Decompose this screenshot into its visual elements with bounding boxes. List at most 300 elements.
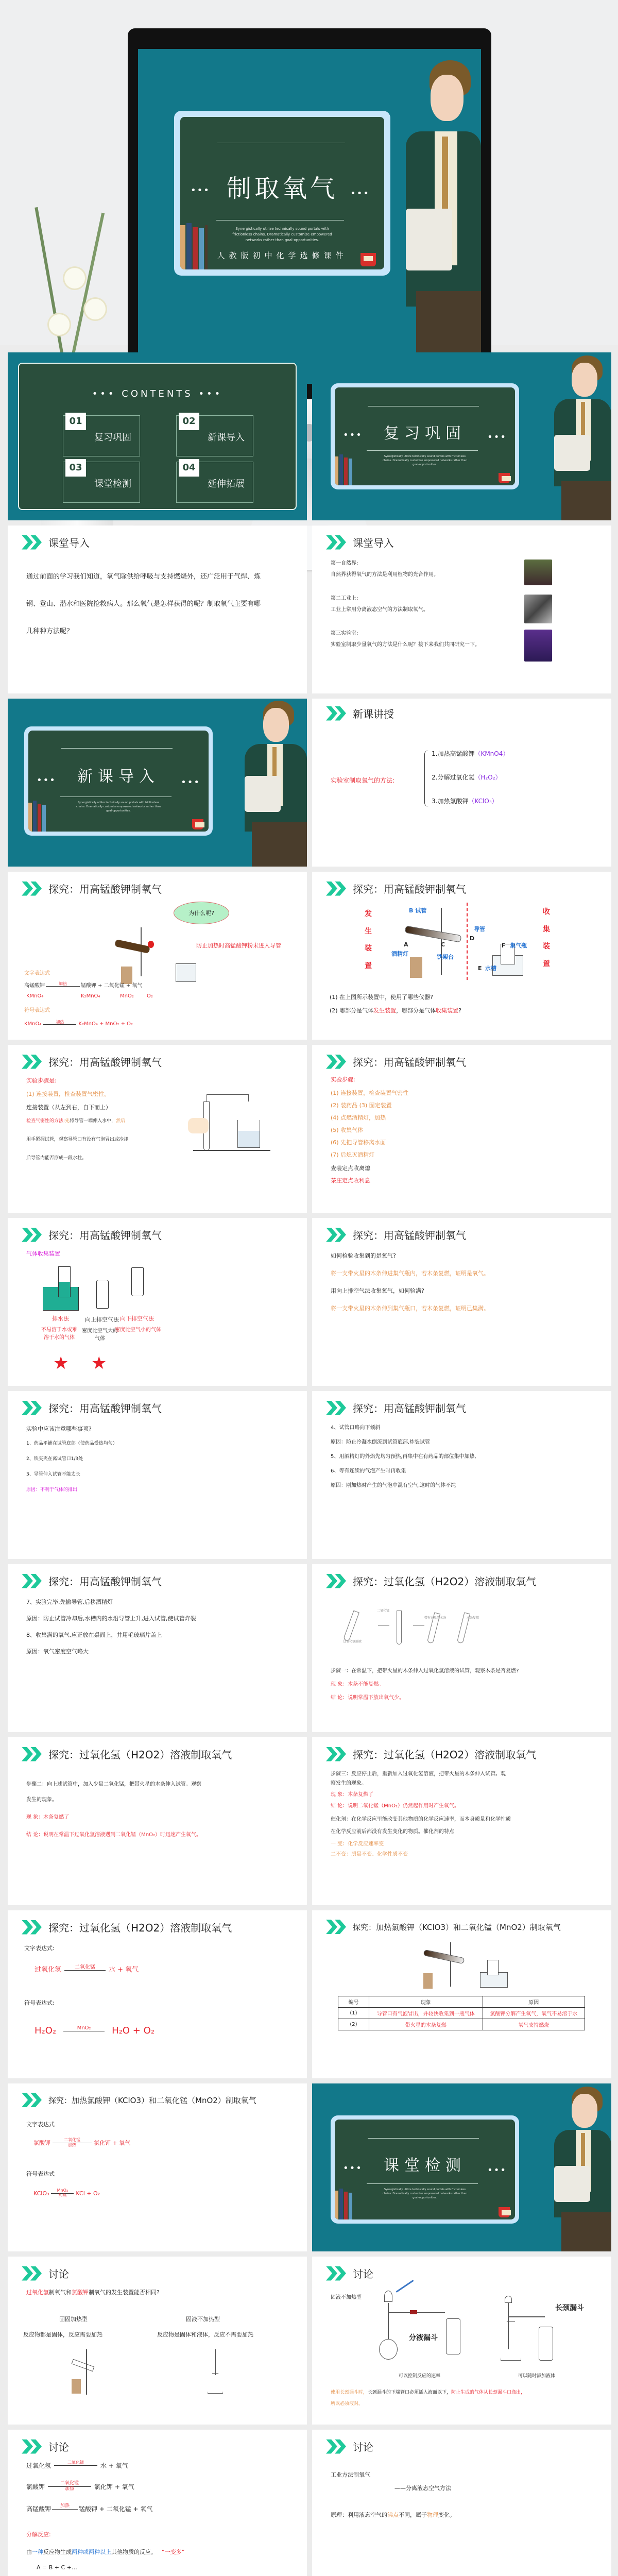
solid-liquid-apparatus	[205, 2349, 226, 2396]
catalyst-def: 催化剂：在化学反应里能改变其他物质的化学反应速率，而本身质量和化学性质	[331, 1817, 511, 1822]
formula: MnO₂	[120, 993, 134, 999]
conclusion-text: 结 论：说明在常温下过氧化氢溶液遇到二氧化锰（MnO₂）时迅速产生氧气。	[26, 1832, 202, 1838]
method-text: 1.加热高锰酸钾	[432, 750, 475, 757]
products: H₂O + O₂	[112, 2025, 154, 2036]
dots-left: •••	[343, 2163, 363, 2174]
def-part: 一种	[32, 2549, 43, 2555]
slide-header	[22, 1054, 162, 1069]
formula: K₂MnO₄	[81, 993, 100, 999]
source-text: 实验室制取少量氧气的方法是什么呢？接下来我们共同研究一下。	[331, 642, 480, 648]
step-item: (2) 装药品 (3) 固定装置	[331, 1102, 392, 1109]
chevron-right-icon	[22, 1228, 42, 1242]
condition-top: MnO₂	[57, 2188, 68, 2193]
note-item: 2、铁夹夹在离试管口1/3处	[26, 1456, 83, 1462]
books-icon	[180, 223, 209, 269]
formula: KMnO₄	[26, 993, 44, 999]
catalyst-def: 在化学反应前后都没有发生变化的物质。催化剂的特点	[331, 1829, 454, 1835]
slide-contents[interactable]	[8, 352, 307, 520]
slide-header	[326, 1227, 466, 1242]
slide-oxygen-test[interactable]	[312, 1218, 611, 1386]
condition-arrow	[53, 2138, 92, 2148]
method-2	[432, 773, 502, 782]
slide-title: 探究：过氧化氢（H2O2）溶液制取氧气	[48, 1749, 232, 1761]
slide-kmno4-3[interactable]	[8, 1045, 307, 1213]
type-desc: 反应物是固体和液体，反应不需要加热	[157, 2331, 253, 2338]
slide-header	[22, 1920, 232, 1935]
generator-label: 发生装置	[365, 910, 372, 970]
slide-h2o2-2[interactable]	[8, 1737, 307, 1905]
long-neck-funnel-apparatus	[501, 2296, 562, 2363]
source-label: 第二工业上:	[331, 596, 358, 601]
factory-image	[524, 595, 552, 623]
chevron-right-icon	[326, 535, 347, 550]
def-part: 由	[26, 2549, 32, 2555]
slide-lecture[interactable]	[312, 699, 611, 867]
books-icon	[335, 2189, 353, 2219]
products: 氯化钾 + 氧气	[94, 2483, 134, 2490]
slide-h2o2-3[interactable]	[312, 1737, 611, 1905]
contents-board	[18, 363, 297, 510]
slide-header	[22, 535, 90, 550]
source-label: 第三实验室:	[331, 631, 358, 636]
condition-bottom: 加热	[68, 2142, 76, 2147]
chevron-right-icon	[22, 1747, 42, 1761]
q-part: 制氧气的发生装置能否相同?	[89, 2289, 160, 2296]
slide-intro-2[interactable]	[312, 526, 611, 693]
word-equation	[24, 982, 142, 990]
chevron-right-icon	[22, 1401, 42, 1415]
board-subtitle: Synergistically utilize technically sound portals with frictionless chains. Dramatically customize empowered networks rather than goal-opportunities.	[383, 2188, 467, 2199]
slide-title: 课堂导入	[48, 537, 90, 549]
dots-right: •••	[487, 432, 507, 443]
step-text: 步骤一：在常温下，把带火星的木条伸入过氧化氢溶液的试管，观察木条是否复燃?	[331, 1668, 519, 1674]
item-number: 04	[179, 459, 199, 477]
m-part: 先	[65, 1118, 70, 1124]
table-cell: 氯酸钾分解产生氧气，氧气不易溶于水	[483, 2008, 585, 2019]
slide-title: 探究：用高锰酸钾制氧气	[48, 1575, 162, 1588]
mnemonic: 查装定点收离熄	[331, 1165, 370, 1172]
intro-line: 几种种方法呢？	[26, 628, 74, 635]
condition-top: 二氧化锰	[64, 2138, 80, 2142]
separatory-funnel-apparatus	[379, 2287, 472, 2365]
apparatus-diagram	[418, 1942, 511, 1990]
p-part: 不同，属于	[399, 2512, 427, 2518]
slide-header	[22, 2266, 69, 2281]
dots-right: •••	[181, 777, 200, 788]
conclusion-text: 结 论：说明二氧化锰（MnO₂）仍然起作用时产生氧气。	[331, 1803, 460, 1809]
label-a: A	[404, 941, 408, 948]
p-part: 原理：利用液态空气的	[331, 2512, 387, 2518]
condition: 二氧化锰	[64, 1965, 106, 1971]
item-number: 02	[179, 413, 199, 430]
chevron-right-icon	[22, 2093, 42, 2107]
slide-notes-3[interactable]	[8, 1564, 307, 1732]
reactant: 氯酸钾	[26, 2483, 45, 2490]
slide-notes-2[interactable]	[312, 1391, 611, 1559]
method-text: 3.加热氯酸钾	[432, 798, 469, 805]
slide-header	[326, 1054, 466, 1069]
step-item: (5) 收集气体	[331, 1127, 364, 1133]
contents-item-3[interactable]	[63, 462, 140, 503]
connect-text: 连接装置（从左到右，自下而上）	[26, 1104, 111, 1111]
section-title: 复习巩固	[384, 425, 466, 443]
equation-1	[26, 2461, 128, 2470]
slide-h2o2-1[interactable]	[312, 1564, 611, 1732]
slide-title: 讨论	[48, 2441, 69, 2453]
chevron-right-icon	[22, 1574, 42, 1588]
chevron-right-icon	[22, 2266, 42, 2281]
slide-title: 讨论	[48, 2268, 69, 2280]
chalkboard	[28, 731, 209, 832]
slide-kclo3-2[interactable]	[8, 2083, 307, 2251]
reactant: KClO₃	[33, 2190, 49, 2197]
chevron-right-icon	[22, 2439, 42, 2454]
note-reason: 原因：不利于气体的排出	[26, 1487, 78, 1493]
products: 水 + 氧气	[109, 1966, 139, 1974]
method-name: 向上排空气法	[85, 1316, 119, 1323]
chalkboard	[180, 117, 384, 269]
note-item: 原因：防止试管冷却后,水槽内的水沿导管上升,进入试管,使试管炸裂	[26, 1615, 196, 1622]
slide-intro-1[interactable]	[8, 526, 307, 693]
hero-mockup	[0, 0, 618, 345]
slide-h2o2-4[interactable]	[8, 1910, 307, 2078]
teacher-illustration	[554, 352, 611, 520]
conclusion-text: 结 论：说明常温下放出氧气少。	[331, 1695, 405, 1701]
note-item: 原因：氧气密度空气略大	[26, 1648, 89, 1655]
diagram-label: 二氧化锰	[377, 1609, 390, 1613]
condition-top: 加热	[60, 2503, 70, 2509]
board-subtitle: Synergistically utilize technically sound portals with frictionless chains. Dramatically customize empowered networks rather than goal-opportunities.	[383, 455, 467, 466]
method-line-2: 用手紧握试管，观察导管口有没有气泡冒出或冷却	[26, 1137, 129, 1142]
chevron-right-icon	[326, 706, 347, 721]
note-item: 3、导管伸入试管不能太长	[26, 1472, 80, 1477]
discuss-question	[26, 2289, 160, 2297]
notes-question: 实验中应该注意哪些事项?	[26, 1426, 92, 1432]
teacher-illustration	[245, 699, 307, 867]
item-number: 01	[65, 413, 86, 430]
industry-method: ——分离液态空气方法	[394, 2485, 451, 2492]
method-desc: 不易溶于水或难溶于水的气体	[41, 1327, 77, 1341]
q-part: 收集装置	[436, 1007, 459, 1014]
general-formula: A = B + C +…	[37, 2564, 77, 2571]
item-label: 复习巩固	[94, 432, 131, 443]
contents-item-2[interactable]	[176, 415, 253, 456]
water-displacement-diagram	[43, 1266, 79, 1313]
principle	[331, 2511, 455, 2520]
section-title: 课堂检测	[384, 2157, 466, 2175]
intro-line: 通过前面的学习我们知道，氧气除供给呼吸与支持燃烧外，还广泛用于气焊、炼	[26, 573, 261, 581]
note-part: 使用长颈漏斗时，	[331, 2390, 368, 2395]
caption: 可以控制反应的速率	[399, 2374, 441, 2379]
chevron-right-icon	[326, 1920, 347, 1934]
label-stand: 铁架台	[437, 954, 454, 960]
products: 水 + 氧气	[100, 2462, 128, 2469]
contents-item-4[interactable]	[176, 462, 253, 503]
type-name: 固液不加热型	[186, 2316, 220, 2323]
diagram-label: 带有火星的木条	[424, 1616, 447, 1620]
slide-kclo3-1[interactable]	[312, 1910, 611, 2078]
step-item: (6) 先把导管移离水面	[331, 1139, 386, 1146]
condition-bottom: 加热	[65, 2486, 75, 2492]
slide-title: 讨论	[353, 2441, 373, 2453]
collect-label: 气体收集装置	[26, 1250, 60, 1257]
chevron-right-icon	[326, 1055, 347, 1069]
method-formula: （KClO₃）	[468, 798, 498, 805]
slide-header	[326, 1573, 536, 1588]
apparatus-diagram	[115, 927, 197, 984]
slide-title: 探究：用高锰酸钾制氧气	[353, 883, 466, 895]
slide-title: 探究：用高锰酸钾制氧气	[48, 1229, 162, 1242]
m-part: 检查气密性的方法:	[26, 1118, 65, 1124]
dots-right: •••	[487, 2165, 507, 2176]
slide-discuss-2[interactable]	[312, 2257, 611, 2425]
symbol-equation	[33, 2189, 100, 2198]
pencil-cup-icon	[360, 253, 376, 266]
q-part: ，哪部分是气体	[396, 1007, 436, 1014]
q-part: 过氧化氢	[26, 2289, 49, 2296]
method-desc: 密度比空气大的气体	[82, 1328, 118, 1342]
q-part: ?	[458, 1007, 461, 1014]
method-1	[432, 749, 509, 758]
item-label: 新课导入	[208, 432, 245, 443]
products: 氯化钾 + 氧气	[94, 2140, 131, 2147]
dots-left: •••	[37, 775, 56, 786]
condition-bottom: 加热	[58, 2193, 67, 2198]
chevron-right-icon	[22, 1055, 42, 1069]
condition: MnO₂	[63, 2026, 105, 2031]
word-equation	[35, 1965, 139, 1975]
pencil-cup-icon	[192, 819, 203, 829]
table-header: 原因	[483, 1996, 585, 2008]
lab-image	[524, 630, 552, 662]
condition: 加热	[43, 1020, 76, 1025]
slide-title: 探究：过氧化氢（H2O2）溶液制取氧气	[353, 1749, 537, 1761]
p-part: 变化。	[438, 2512, 455, 2518]
airtight-check-diagram	[188, 1091, 270, 1153]
table-row	[338, 2019, 585, 2030]
board-course: 人教版初中化学选修课件	[217, 251, 348, 260]
word-equation	[33, 2138, 130, 2148]
dots-left: •••	[191, 185, 210, 196]
question: 用向上排空气法收集氧气，如何验满?	[331, 1287, 424, 1294]
chevron-right-icon	[326, 1574, 347, 1588]
label-bottle: 集气瓶	[510, 942, 527, 949]
p-part: 物理	[427, 2512, 438, 2518]
condition: 加热	[46, 982, 80, 987]
symbol-eq-label: 符号表达式	[26, 2171, 55, 2177]
method-desc: 密度比空气小的气体	[115, 1327, 161, 1333]
phenomenon-text: 现 象：木条复燃了	[26, 1815, 70, 1820]
def-part: 反应物生成	[43, 2549, 72, 2555]
products: KCl + O₂	[76, 2190, 100, 2197]
condition-arrow	[51, 2189, 74, 2198]
slide-section-review[interactable]	[312, 352, 611, 520]
pencil-cup-icon	[499, 473, 510, 483]
word-eq-label: 文字表达式	[24, 971, 50, 976]
industry-title: 工业方法制氧气	[331, 2471, 370, 2478]
note-item: 8、收集满的氧气,应正放在桌面上，并用毛玻璃片盖上	[26, 1632, 162, 1638]
table-cell: (1)	[338, 2008, 369, 2019]
slide-section-check[interactable]	[312, 2083, 611, 2251]
type-desc: 反应物都是固体，反应需要加热	[23, 2331, 102, 2338]
funnel-note	[331, 2389, 525, 2397]
intro-line: 钢、登山、潜水和医院抢救病人。那么氧气是怎样获得的呢？制取氧气主要有哪	[26, 600, 261, 608]
results-table	[338, 1996, 585, 2030]
m-part: 然后	[116, 1118, 126, 1124]
dots-left: •••	[343, 430, 363, 440]
slide-title: 讨论	[353, 2268, 373, 2280]
table-row	[338, 2008, 585, 2019]
chevron-right-icon	[326, 1747, 347, 1761]
chevron-right-icon	[326, 882, 347, 896]
thought-bubble: 为什么呢?	[174, 902, 229, 924]
slide-header	[326, 1747, 536, 1761]
pencil-cup-icon	[499, 2207, 510, 2217]
slide-notes-1[interactable]	[8, 1391, 307, 1559]
item-label: 课堂检测	[94, 479, 131, 489]
reactant: 氯酸钾	[33, 2140, 50, 2147]
note-item: 原因：刚加热时产生的气泡中混有空气,这时的气体不纯	[331, 1483, 456, 1488]
table-cell: 带火星的木条复燃	[369, 2019, 483, 2030]
slide-kmno4-4[interactable]	[312, 1045, 611, 1213]
label-trough: 水槽	[485, 965, 496, 972]
label-tube: 导管	[474, 926, 485, 933]
slide-header	[326, 881, 466, 896]
method-formula: （KMnO4）	[474, 750, 509, 757]
slide-title: 课堂导入	[353, 537, 394, 549]
condition-arrow	[48, 2481, 91, 2492]
def-part: 两种或两种以上	[72, 2549, 111, 2555]
products: 锰酸钾 + 二氧化锰 + 氧气	[79, 2505, 153, 2513]
question-1: (1) 在上图所示装置中，使用了哪些仪器?	[330, 994, 433, 1001]
note-item: 原因：防止冷凝水倒流到试管底部,炸裂试管	[331, 1439, 431, 1445]
slide-collection[interactable]	[8, 1218, 307, 1386]
label-e: E	[478, 965, 482, 972]
collector-label: 收集装置	[543, 908, 550, 968]
table-cell: 导管口有气泡冒出，并较快收集到一瓶气体	[369, 2008, 483, 2019]
note-item: 6、等有连续的气泡产生时再收集	[331, 1468, 406, 1474]
slide-header	[326, 2266, 373, 2281]
decomposition-def	[26, 2548, 184, 2557]
dots-right: •••	[350, 188, 370, 199]
step-item: (7) 后熄灭酒精灯	[331, 1151, 375, 1158]
method-line-3: 后导管内能否形成一段水柱。	[26, 1156, 87, 1161]
equation-3	[26, 2504, 152, 2514]
teacher-illustration	[554, 2083, 611, 2251]
chalkboard	[335, 387, 515, 485]
q-part: 氯酸钾	[72, 2289, 89, 2296]
label-test-tube: B 试管	[409, 907, 427, 914]
upward-air-diagram	[96, 1280, 109, 1309]
solid-heat-apparatus	[70, 2349, 100, 2396]
method-name: 向下排空气法	[120, 1315, 154, 1322]
monitor-screen	[138, 49, 481, 384]
apparatus-diagram	[400, 908, 528, 980]
step-text-cont: 发生的现象。	[26, 1797, 57, 1803]
source-label: 第一自然界:	[331, 561, 358, 566]
slide-title: 探究：用高锰酸钾制氧气	[353, 1402, 466, 1415]
slide-header	[22, 1227, 162, 1242]
answer: 将一支带火星的木条伸到集气瓶口，若木条复燃，证明已集满。	[331, 1305, 489, 1312]
steps-label: 实验步骤是:	[26, 1077, 57, 1084]
slide-header	[326, 2439, 373, 2454]
phenomenon-text: 现 象：木条不能复燃。	[331, 1682, 384, 1687]
condition-arrow	[54, 2461, 97, 2470]
methods-lead: 实验室制取氧气的方法:	[331, 777, 395, 784]
reactant: 高锰酸钾	[24, 983, 45, 989]
slide-discuss-3[interactable]	[8, 2430, 307, 2576]
decomposition-label: 分解反应:	[26, 2531, 51, 2538]
contents-item-1[interactable]	[63, 415, 140, 456]
steps-label: 实验步骤:	[331, 1076, 355, 1083]
chevron-right-icon	[22, 535, 42, 550]
slide-header	[326, 706, 394, 721]
step-text: 步骤二：向上述试管中，加入少量二氧化锰，把带火星的木条伸入试管。观察	[26, 1782, 201, 1787]
def-part: 其他物质的反应。	[111, 2549, 157, 2555]
slide-title: 探究：过氧化氢（H2O2）溶液制取氧气	[353, 1575, 537, 1588]
note-item: 1、药品平铺在试管底部（使药品受热均匀）	[26, 1441, 117, 1446]
reactant: KMnO₄	[24, 1021, 42, 1027]
slide-kmno4-1[interactable]	[8, 872, 307, 1040]
symbol-equation	[35, 2024, 154, 2038]
note-item: 5、用酒精灯的外焰先均匀预热,再集中在有药品的部位集中加热,	[331, 1454, 476, 1460]
p-part: 沸点	[387, 2512, 399, 2518]
slide-kmno4-2[interactable]	[312, 872, 611, 1040]
funnel-label: 长颈漏斗	[555, 2304, 584, 2312]
diagram-label: 过氧化氢溶液	[343, 1640, 362, 1643]
symbol-eq-label: 符号表达式:	[24, 1999, 55, 2006]
books-icon	[335, 454, 353, 485]
symbol-eq-label: 符号表达式	[24, 1008, 50, 1013]
slide-section-new[interactable]	[8, 699, 307, 867]
item-number: 03	[65, 459, 86, 477]
slide-title: 探究：加热氯酸钾（KClO3）和二氧化锰（MnO2）制取氧气	[353, 1922, 561, 1932]
method-name: 排水法	[52, 1315, 69, 1322]
source-text: 工业上常用分离液态空气的方法制取氧气。	[331, 607, 428, 613]
board-subtitle: Synergistically utilize technically sound portals with frictionless chains. Dramatically customize empowered networks rather than goal-opportunities.	[76, 801, 161, 812]
table-header: 现象	[369, 1996, 483, 2008]
brace-icon	[424, 750, 430, 807]
board-title: 制取氧气	[226, 174, 338, 203]
note-part: 防止生成的气体从长颈漏斗口逸出，	[451, 2390, 526, 2395]
products: 锰酸钾 + 二氧化锰 + 氧气	[81, 983, 143, 989]
label-f: F	[502, 942, 506, 949]
slide-header	[326, 1920, 561, 1934]
type-label: 固液不加热型	[331, 2295, 362, 2300]
slide-industry[interactable]	[312, 2430, 611, 2576]
m-part: 将导管一端伸入水中，	[70, 1118, 116, 1124]
chevron-right-icon	[326, 1228, 347, 1242]
slide-title: 探究：加热氯酸钾（KClO3）和二氧化锰（MnO2）制取氧气	[48, 2095, 256, 2105]
slide-header	[22, 1573, 162, 1588]
question: 如何检验收集到的是氧气?	[331, 1252, 396, 1259]
slide-title: 探究：用高锰酸钾制氧气	[353, 1229, 466, 1242]
mnemonic: 茶庄定点收利息	[331, 1177, 370, 1184]
step-text: 步骤三：反应停止后，重新加入过氧化氢溶液，把带火星的木条伸入试管。观	[331, 1771, 506, 1777]
step-1: (1) 连接装置，检查装置气密性。	[26, 1091, 110, 1097]
chevron-right-icon	[22, 882, 42, 896]
products: K₂MnO₄ + MnO₂ + O₂	[78, 1021, 133, 1027]
phenomenon-text: 现 象：木条复燃了	[331, 1792, 374, 1798]
note-part: 所以必须液封。	[331, 2401, 364, 2406]
q-part: 制氧气和	[49, 2289, 72, 2296]
slide-discuss-1[interactable]	[8, 2257, 307, 2425]
method-3	[432, 796, 498, 806]
chevron-right-icon	[326, 2439, 347, 2454]
forest-image	[524, 560, 552, 585]
slide-title: 探究：用高锰酸钾制氧气	[353, 1056, 466, 1069]
slide-title: 新课讲授	[353, 708, 394, 720]
